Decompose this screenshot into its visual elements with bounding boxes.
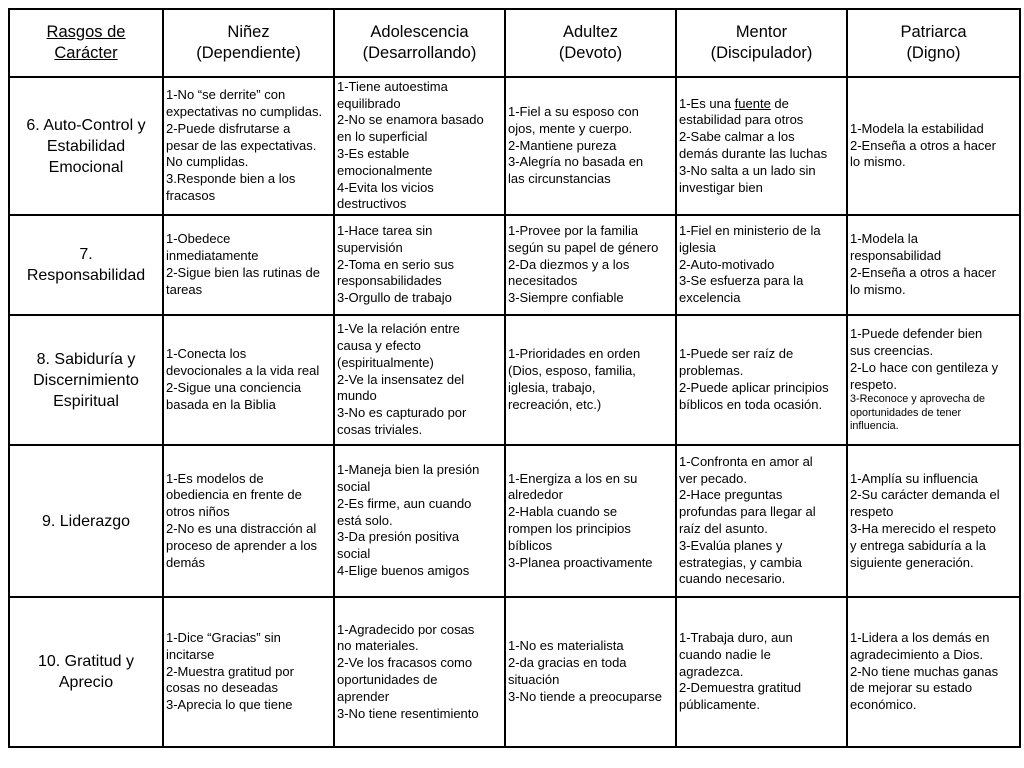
description-line: 2-Enseña a otros a hacer [850, 265, 996, 280]
description-line: demás durante las luchas [679, 146, 828, 161]
trait-description-cell [334, 315, 505, 445]
description-line: lo mismo. [850, 281, 906, 297]
trait-name-line: 9. Liderazgo [41, 512, 131, 530]
trait-description-cell [505, 597, 676, 747]
trait-name-line: Espiritual [53, 392, 119, 410]
description-line: responsabilidad [850, 248, 942, 264]
description-line: 1-Conecta los [166, 346, 247, 362]
description-line: cosas triviales. [337, 421, 423, 437]
description-line: iglesia, trabajo, [508, 380, 596, 395]
underlined-word: fuente [734, 95, 771, 111]
description-line: 1-Confronta en amor al [679, 453, 813, 469]
description-line: 3-Evalúa planes y [679, 537, 783, 553]
description-line: supervisión [337, 239, 403, 255]
description-line: obediencia en frente de [166, 487, 302, 503]
column-header-subtitle: (Discipulador) [710, 44, 813, 62]
description-line: según su papel de género [508, 239, 659, 255]
description-line: 1-Es una fuente de [679, 95, 789, 111]
description-line: 1-Amplía su influencia [850, 470, 978, 486]
description-line: incitarse [166, 646, 215, 662]
description-line: 1-Tiene autoestima [337, 78, 448, 94]
description-line: agradecimiento a Dios. [850, 646, 983, 662]
description-line: destructivos [337, 196, 407, 212]
description-line: 2-Habla cuando se [508, 504, 618, 520]
description-line: ojos, mente y cuerpo. [508, 120, 633, 136]
description-line: necesitados [508, 273, 578, 289]
trait-name-line: 7. [79, 246, 93, 263]
description-line: cuando nadie le [679, 646, 771, 662]
description-line: 1-Obedece [166, 231, 231, 247]
description-line: 1-Energiza a los en su [508, 470, 638, 486]
trait-description-cell [505, 315, 676, 445]
trait-description-cell [847, 597, 1020, 747]
description-line: 3.Responde bien a los [166, 171, 296, 187]
trait-description-cell [847, 315, 1020, 445]
column-header-title: Patriarca [900, 23, 967, 41]
trait-row [9, 77, 1020, 215]
character-traits-table [8, 8, 1021, 748]
description-line: 2-Muestra gratitud por [166, 663, 294, 679]
trait-row [9, 215, 1020, 315]
description-line: 2-Es firme, aun cuando [337, 495, 472, 511]
trait-description-cell [505, 215, 676, 315]
trait-description-cell [334, 597, 505, 747]
description-line: 1-Ve la relación entre [337, 321, 460, 337]
description-line: 2-Toma en serio sus [337, 256, 455, 272]
description-line: 2-No se enamora basado [337, 112, 484, 128]
description-line: 2-No tiene muchas ganas [850, 663, 999, 679]
description-line: 3-Alegría no basada en [508, 154, 644, 170]
trait-description-cell [334, 215, 505, 315]
description-line: oportunidades de [337, 672, 438, 687]
trait-description-cell [505, 77, 676, 215]
description-line: 2-Hace preguntas [679, 487, 783, 503]
description-line: basada en la Biblia [166, 396, 276, 412]
description-line: 1-Fiel a su esposo con [508, 104, 639, 119]
column-header-subtitle: (Desarrollando) [362, 44, 477, 62]
description-line: 2-da gracias en toda [508, 655, 627, 671]
description-line: de mejorar su estado [850, 680, 973, 696]
description-line: proceso de aprender a los [166, 537, 318, 553]
description-line: 3-Se esfuerza para la [679, 273, 804, 289]
description-line: devocionales a la vida real [166, 363, 320, 379]
column-header-subtitle: (Dependiente) [196, 44, 301, 62]
trait-row [9, 597, 1020, 747]
column-header-adultez [505, 9, 676, 77]
description-line: bíblicos en toda ocasión. [679, 396, 823, 412]
description-line: agradezca. [679, 663, 744, 679]
trait-row [9, 315, 1020, 445]
description-line: y entrega sabiduría a la [850, 537, 986, 553]
trait-description-cell [676, 597, 847, 747]
trait-name-cell [9, 597, 163, 747]
column-header-ninez [163, 9, 334, 77]
description-line: 1-Puede defender bien [850, 326, 983, 342]
column-header-title: Mentor [735, 23, 788, 41]
description-line: respeto [850, 504, 894, 520]
description-line-small: oportunidades de tener [850, 406, 962, 419]
description-line: 1-Dice “Gracias” sin [166, 630, 281, 645]
description-line: problemas. [679, 363, 744, 379]
description-line: social [337, 479, 371, 494]
description-line: situación [508, 672, 560, 687]
description-line: estrategias, y cambia [679, 554, 802, 570]
description-line: 1-Maneja bien la presión [337, 462, 480, 478]
trait-description-cell [163, 597, 334, 747]
description-line: 3-No tiende a preocuparse [508, 688, 662, 704]
description-line: estabilidad para otros [679, 112, 804, 128]
description-line: excelencia [679, 290, 741, 306]
description-line-small: 3-Reconoce y aprovecha de [850, 393, 986, 406]
description-line: siguiente generación. [850, 554, 974, 570]
description-line: 3-No es capturado por [337, 405, 467, 421]
trait-row [9, 445, 1020, 597]
trait-description-cell [163, 77, 334, 215]
description-line: 1-Modela la [850, 231, 918, 247]
description-line: 1-Hace tarea sin [337, 223, 433, 238]
corner-header-line: Carácter [54, 44, 118, 62]
description-line: 1-Trabaja duro, aun [679, 630, 793, 645]
column-header-adolescencia [334, 9, 505, 77]
table-body [9, 9, 1020, 747]
description-line: 2-Ve los fracasos como [337, 655, 473, 671]
description-line: 3-Orgullo de trabajo [337, 290, 452, 306]
description-line: rompen los principios [508, 521, 631, 536]
description-line: investigar bien [679, 179, 763, 195]
description-line: social [337, 546, 371, 562]
description-line: bíblicos [508, 537, 553, 553]
description-line: causa y efecto [337, 338, 421, 353]
description-line: 1-Provee por la familia [508, 223, 639, 238]
column-header-patriarca [847, 9, 1020, 77]
trait-description-cell [163, 445, 334, 597]
trait-description-cell [163, 315, 334, 445]
description-line: demás [166, 554, 206, 570]
description-line: aprender [337, 688, 390, 704]
description-line: 1-No es materialista [508, 638, 624, 654]
description-line: 3-No tiene resentimiento [337, 705, 479, 721]
description-line: lo mismo. [850, 154, 906, 170]
column-header-subtitle: (Digno) [906, 44, 961, 62]
description-line: iglesia [679, 239, 716, 255]
description-line: económico. [850, 697, 917, 713]
description-line: ver pecado. [679, 470, 747, 486]
description-line: profundas para llegar al [679, 504, 816, 520]
trait-description-cell [163, 215, 334, 315]
corner-header-line: Rasgos de [46, 23, 126, 41]
trait-name-cell [9, 215, 163, 315]
corner-header-cell [9, 9, 163, 77]
description-line: 2-Puede aplicar principios [679, 380, 829, 395]
description-line: otros niños [166, 504, 230, 520]
description-line: sus creencias. [850, 343, 934, 359]
description-line: 1-Es modelos de [166, 470, 264, 486]
trait-name-line: 8. Sabiduría y [36, 350, 136, 368]
description-line: 3-Ha merecido el respeto [850, 521, 996, 536]
description-line: 2-Auto-motivado [679, 256, 775, 272]
trait-name-line: 6. Auto-Control y [26, 116, 146, 134]
description-line: 2-Puede disfrutarse a [166, 120, 291, 136]
trait-name-cell [9, 315, 163, 445]
description-line: recreación, etc.) [508, 396, 602, 412]
description-line: pesar de las expectativas. [166, 137, 317, 153]
description-line: 2-Da diezmos y a los [508, 256, 630, 272]
description-line: 2-Demuestra gratitud [679, 680, 802, 696]
description-line: mundo [337, 388, 377, 404]
trait-description-cell [847, 77, 1020, 215]
description-line: fracasos [166, 187, 216, 203]
trait-description-cell [334, 445, 505, 597]
trait-description-cell [676, 445, 847, 597]
description-line: las circunstancias [508, 171, 611, 187]
description-line: raíz del asunto. [679, 521, 768, 536]
trait-name-line: Responsabilidad [26, 267, 146, 284]
description-line: 1-Prioridades en orden [508, 346, 641, 362]
description-line: 3-Siempre confiable [508, 290, 624, 306]
description-line-small: influencia. [850, 420, 899, 433]
character-traits-table-container [8, 8, 1021, 748]
description-line: 2-Enseña a otros a hacer [850, 137, 996, 153]
description-line: está solo. [337, 512, 393, 528]
description-line: (espiritualmente) [337, 354, 434, 370]
description-line: expectativas no cumplidas. [166, 104, 323, 119]
description-line: 1-Modela la estabilidad [850, 120, 984, 136]
description-line: responsabilidades [337, 273, 442, 289]
trait-name-line: Emocional [48, 158, 124, 176]
description-line: 1-Fiel en ministerio de la [679, 223, 821, 238]
trait-name-line: Discernimiento [33, 371, 139, 389]
description-line: 1-Lidera a los demás en [850, 630, 990, 645]
description-line: 2-Mantiene pureza [508, 137, 617, 153]
description-line: 3-Es estable [337, 146, 410, 161]
description-line: 1-No “se derrite” con [166, 87, 286, 103]
description-line: públicamente. [679, 697, 760, 713]
column-header-title: Niñez [227, 23, 270, 41]
column-header-subtitle: (Devoto) [558, 44, 623, 62]
column-header-title: Adultez [562, 23, 619, 41]
description-line: 1-Agradecido por cosas [337, 621, 475, 637]
description-line: alrededor [508, 487, 563, 503]
trait-description-cell [847, 215, 1020, 315]
description-line: No cumplidas. [166, 154, 249, 170]
trait-name-cell [9, 77, 163, 215]
trait-name-line: Aprecio [58, 674, 114, 691]
trait-description-cell [847, 445, 1020, 597]
trait-name-line: 10. Gratitud y [37, 653, 135, 670]
trait-description-cell [505, 445, 676, 597]
trait-description-cell [676, 215, 847, 315]
description-line: 2-Lo hace con gentileza y [850, 359, 999, 375]
description-line: 4-Elige buenos amigos [337, 562, 470, 578]
description-line: 2-Su carácter demanda el [850, 487, 1000, 503]
trait-name-line: Estabilidad [46, 137, 126, 155]
description-line: cuando necesario. [679, 571, 786, 587]
description-line: 2-Sigue una conciencia [166, 380, 302, 395]
description-line: 2-Sigue bien las rutinas de [166, 265, 320, 280]
description-line: 3-Planea proactivamente [508, 554, 653, 570]
description-line: 1-Puede ser raíz de [679, 346, 794, 362]
trait-name-cell [9, 445, 163, 597]
description-line: tareas [166, 281, 203, 297]
description-line: respeto. [850, 376, 897, 392]
trait-description-cell [676, 315, 847, 445]
column-header-mentor [676, 9, 847, 77]
trait-description-cell [334, 77, 505, 215]
description-line: en lo superficial [337, 129, 428, 145]
description-line: equilibrado [337, 95, 401, 111]
column-header-title: Adolescencia [370, 23, 469, 41]
description-line: 2-No es una distracción al [166, 521, 317, 536]
description-line: 4-Evita los vicios [337, 179, 434, 195]
trait-description-cell [676, 77, 847, 215]
description-line: cosas no deseadas [166, 680, 279, 696]
description-line: 3-Aprecia lo que tiene [166, 697, 293, 713]
description-line: 2-Sabe calmar a los [679, 129, 795, 145]
description-line: 2-Ve la insensatez del [337, 371, 465, 387]
description-line: no materiales. [337, 638, 419, 654]
description-line: (Dios, esposo, familia, [508, 363, 636, 379]
description-line: inmediatamente [166, 248, 259, 264]
header-row [9, 9, 1020, 77]
description-line: emocionalmente [337, 162, 433, 178]
description-line: 3-Da presión positiva [337, 529, 460, 545]
description-line: 3-No salta a un lado sin [679, 162, 816, 178]
